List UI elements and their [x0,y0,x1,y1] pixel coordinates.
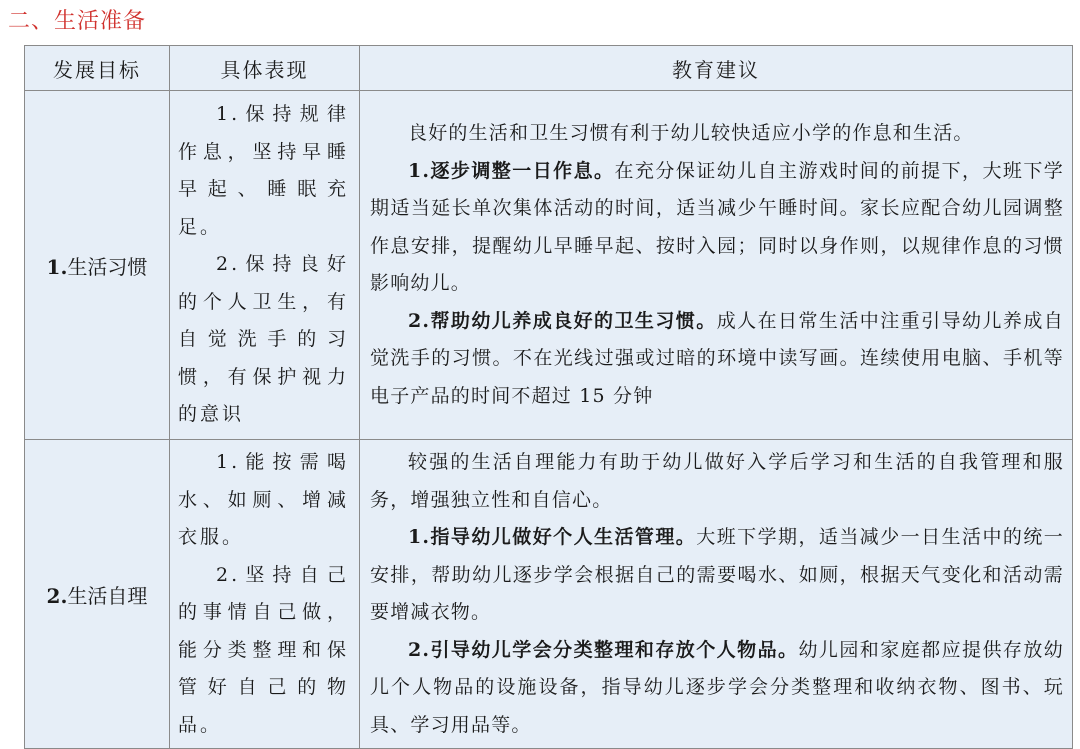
performance-item: 1.保持规律作息，坚持早睡早起、睡眠充足。 [178,103,349,238]
goal-cell [25,91,170,440]
performance-item: 2.保持良好的个人卫生，有自觉洗手的习惯，有保护视力的意识 [178,253,349,426]
advice-item [370,153,1064,303]
advice-lead: 1.指导幼儿做好个人生活管理。 [408,526,697,548]
advice-intro: 较强的生活自理能力有助于幼儿做好入学后学习和生活的自我管理和服务，增强独立性和自信心。 [370,451,1064,511]
section-title: 二、生活准备 [8,9,147,34]
advice-cell [360,91,1073,440]
header-performance: 具体表现 [170,46,360,91]
header-advice: 教育建议 [360,46,1073,91]
table-row [25,91,1073,440]
guidance-table [24,45,1073,749]
advice-text: 在充分保证幼儿自主游戏时间的前提下，大班下学期适当延长单次集体活动的时间，适当减少午睡时间。家长应配合幼儿园调整作息安排，提醒幼儿早睡早起、按时入园；同时以身作则，以规律作息的习惯影响幼儿。 [370,159,1064,294]
goal-label: 生活习惯 [67,254,148,279]
goal-number: 2. [46,583,68,608]
advice-lead: 2.帮助幼儿养成良好的卫生习惯。 [408,309,717,332]
advice-text: 幼儿园和家庭都应提供存放幼儿个人物品的设施设备，指导幼儿逐步学会分类整理和收纳衣物、图书、玩具、学习用品等。 [370,638,1064,736]
advice-cell [360,440,1073,749]
goal-number: 1. [46,254,68,279]
header-goal: 发展目标 [25,46,170,91]
advice-lead: 2.引导幼儿学会分类整理和存放个人物品。 [408,638,799,661]
advice-text: 成人在日常生活中注重引导幼儿养成自觉洗手的习惯。不在光线过强或过暗的环境中读写画。连续使用电脑、手机等电子产品的时间不超过 15 分钟 [370,309,1064,407]
performance-cell [170,440,360,749]
performance-item: 1.能按需喝水、如厕、增减衣服。 [178,451,349,548]
performance-item: 2.坚持自己的事情自己做，能分类整理和保管好自己的物品。 [178,563,349,736]
goal-cell [25,440,170,749]
table-header-row [25,46,1073,91]
table-row [25,440,1073,749]
advice-item [370,519,1064,632]
performance-cell [170,91,360,440]
advice-item [370,303,1064,416]
advice-lead: 1.逐步调整一日作息。 [408,159,615,182]
advice-intro: 良好的生活和卫生习惯有利于幼儿较快适应小学的作息和生活。 [408,122,974,144]
goal-label: 生活自理 [67,583,148,608]
advice-text: 大班下学期，适当减少一日生活中的统一安排，帮助幼儿逐步学会根据自己的需要喝水、如厕，根据天气变化和活动需要增减衣物。 [370,526,1064,623]
advice-item [370,632,1064,745]
